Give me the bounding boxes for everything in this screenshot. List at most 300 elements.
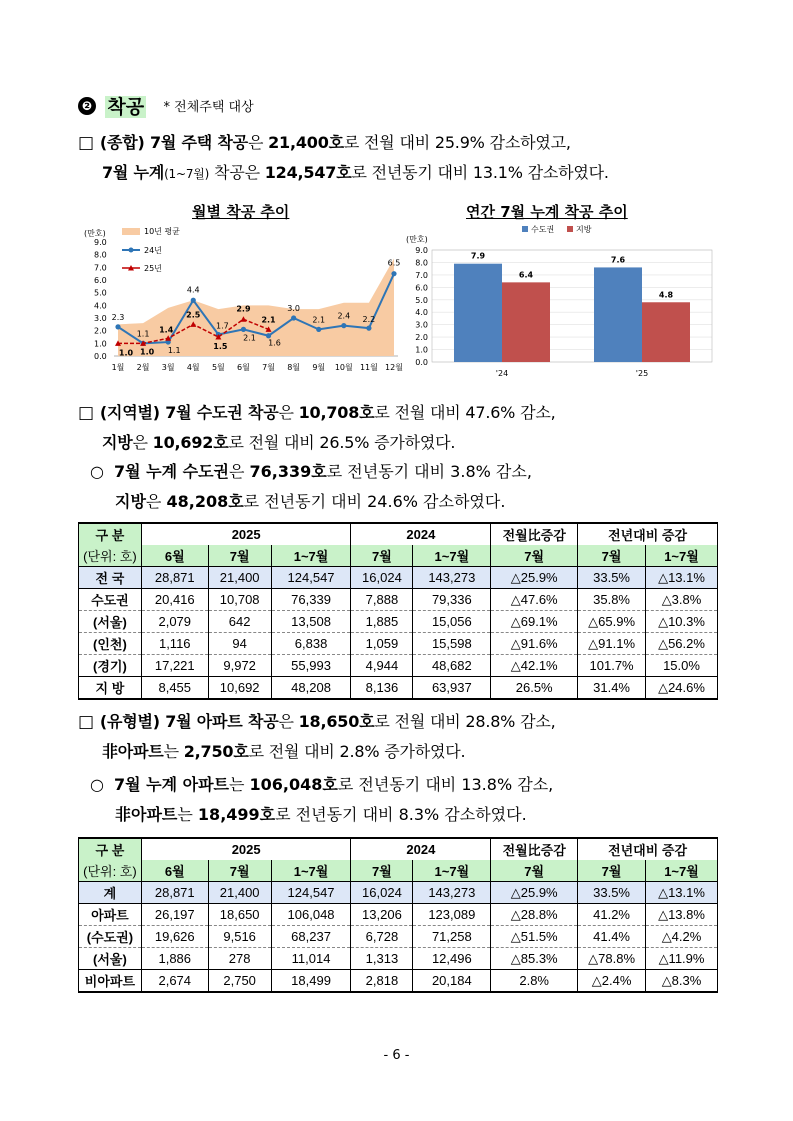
header-cell: 7월 bbox=[491, 545, 578, 567]
table-cell: 11,014 bbox=[271, 948, 351, 970]
text: 로 전월 대비 47.6% 감소, bbox=[374, 403, 556, 422]
text: 로 전년동기 대비 3.8% 감소, bbox=[326, 462, 532, 481]
x-tick-label: 2월 bbox=[136, 363, 150, 372]
x-tick-label: 1월 bbox=[111, 363, 125, 372]
table-cell: 106,048 bbox=[271, 904, 351, 926]
table-cell: 642 bbox=[208, 611, 271, 633]
table-cell: 26.5% bbox=[491, 677, 578, 700]
row-label: (인천) bbox=[79, 633, 142, 655]
text: 로 전년동기 대비 8.3% 감소하였다. bbox=[275, 805, 527, 824]
regional-starts-table bbox=[78, 522, 718, 700]
series-25-label: 1.0 bbox=[140, 347, 155, 357]
type-label: (유형별) 7월 아파트 착공 bbox=[99, 712, 279, 731]
header-cell: 7월 bbox=[578, 545, 646, 567]
y-axis-unit: (만호) bbox=[406, 235, 428, 244]
bullet-value: 76,339호 bbox=[249, 462, 327, 481]
regional-paragraph bbox=[78, 398, 555, 458]
header-cell: 구 분 bbox=[79, 838, 142, 860]
text: 은 bbox=[145, 492, 167, 511]
legend-label-local: 지방 bbox=[576, 225, 592, 234]
bullet-line-2 bbox=[90, 800, 553, 830]
table-cell: 31.4% bbox=[578, 677, 646, 700]
series-24-point bbox=[366, 326, 371, 331]
series-24-label: 1.1 bbox=[167, 346, 181, 356]
table-cell: △91.1% bbox=[578, 633, 646, 655]
series-24-label: 2.1 bbox=[243, 333, 256, 343]
y-tick-label: 9.0 bbox=[415, 246, 428, 255]
text: 는 bbox=[177, 805, 198, 824]
x-tick-label: 7월 bbox=[262, 363, 275, 372]
bullet-line-1 bbox=[90, 457, 532, 487]
cumulative-label: 7월 누계 bbox=[102, 163, 165, 182]
type-line-2 bbox=[78, 737, 555, 767]
table-cell: △25.9% bbox=[491, 567, 578, 589]
table-cell: 12,496 bbox=[413, 948, 491, 970]
table-cell: 15.0% bbox=[646, 655, 718, 677]
bullet-line-2 bbox=[90, 487, 532, 517]
table-cell: 35.8% bbox=[578, 589, 646, 611]
series-24-label: 2.3 bbox=[111, 312, 125, 322]
regional-line-1 bbox=[78, 398, 555, 428]
type-value: 18,650호 bbox=[298, 712, 375, 731]
table-cell: △13.8% bbox=[646, 904, 718, 926]
table-cell: △65.9% bbox=[578, 611, 646, 633]
table-cell: △25.9% bbox=[491, 882, 578, 904]
type-starts-table bbox=[78, 837, 718, 993]
table-cell: 123,089 bbox=[413, 904, 491, 926]
table-cell: △10.3% bbox=[646, 611, 718, 633]
legend-label-ten-year: 10년 평균 bbox=[144, 227, 180, 236]
row-label: 전 국 bbox=[79, 567, 142, 589]
regional-cumulative-bullet bbox=[90, 457, 532, 517]
table-cell: 6,728 bbox=[351, 926, 413, 948]
row-label: 아파트 bbox=[79, 904, 142, 926]
section-note: * 전체주택 대상 bbox=[163, 100, 254, 115]
table-cell: 33.5% bbox=[578, 567, 646, 589]
table-cell: 17,221 bbox=[141, 655, 208, 677]
table-row bbox=[79, 611, 718, 633]
header-cell: 전년대비 증감 bbox=[578, 838, 718, 860]
series-24-point bbox=[115, 324, 120, 329]
x-tick-label: 3월 bbox=[161, 363, 175, 372]
bullet-icon: ○ bbox=[90, 462, 104, 481]
series-24-label: 3.0 bbox=[287, 304, 301, 313]
table-cell: 94 bbox=[208, 633, 271, 655]
series-25-label: 1.0 bbox=[118, 348, 134, 358]
text: (1~7월) bbox=[164, 167, 210, 181]
bar-value-label: 7.6 bbox=[610, 255, 626, 265]
series-24-label: 1.7 bbox=[215, 321, 229, 331]
table-cell: 16,024 bbox=[351, 882, 413, 904]
header-cell: 1~7월 bbox=[271, 545, 351, 567]
table-cell: 21,400 bbox=[208, 882, 271, 904]
table-cell: 28,871 bbox=[141, 567, 208, 589]
header-cell: 2025 bbox=[141, 523, 351, 545]
text: 로 전년동기 대비 13.8% 감소, bbox=[337, 775, 554, 794]
header-cell: 1~7월 bbox=[271, 860, 351, 882]
bullet-icon: ○ bbox=[90, 775, 104, 794]
non-apt-value: 2,750호 bbox=[183, 742, 249, 761]
summary-paragraph bbox=[78, 128, 609, 189]
series-24-label: 1.6 bbox=[268, 338, 281, 348]
row-label: 비아파트 bbox=[79, 970, 142, 993]
regional-line-2 bbox=[78, 428, 555, 458]
table-cell: 1,885 bbox=[351, 611, 413, 633]
type-cumulative-bullet bbox=[90, 770, 553, 830]
table-cell: 1,313 bbox=[351, 948, 413, 970]
table-cell: △42.1% bbox=[491, 655, 578, 677]
y-tick-label: 3.0 bbox=[415, 320, 428, 330]
text: 로 전월 대비 26.5% 증가하였다. bbox=[228, 433, 456, 452]
table-cell: 16,024 bbox=[351, 567, 413, 589]
header-cell: 1~7월 bbox=[413, 860, 491, 882]
table-cell: 124,547 bbox=[271, 567, 351, 589]
page-number: - 6 - bbox=[383, 1048, 410, 1063]
bar-metro bbox=[594, 267, 642, 362]
bullet-label: 7월 누계 수도권 bbox=[113, 462, 229, 481]
text: 는 bbox=[163, 742, 184, 761]
table-cell: 2,674 bbox=[141, 970, 208, 993]
y-tick-label: 2.0 bbox=[94, 326, 107, 336]
table-cell: 20,416 bbox=[141, 589, 208, 611]
section-header bbox=[78, 92, 254, 119]
bullet-value: 18,499호 bbox=[197, 805, 276, 824]
x-tick-label: '24 bbox=[495, 369, 509, 378]
text: 은 bbox=[132, 433, 153, 452]
table-cell: △8.3% bbox=[646, 970, 718, 993]
series-24-point bbox=[391, 271, 396, 276]
summary-line-2 bbox=[78, 158, 609, 189]
text: 착공은 bbox=[209, 163, 265, 182]
section-number: ❷ bbox=[78, 97, 96, 115]
table-cell: 13,508 bbox=[271, 611, 351, 633]
table-cell: △3.8% bbox=[646, 589, 718, 611]
annual-chart bbox=[402, 222, 718, 380]
header-cell: 1~7월 bbox=[646, 545, 718, 567]
table-cell: 79,336 bbox=[413, 589, 491, 611]
header-cell: 2024 bbox=[351, 838, 491, 860]
annual-chart-bars bbox=[454, 252, 690, 362]
table-cell: △47.6% bbox=[491, 589, 578, 611]
checkbox-icon: □ bbox=[78, 712, 94, 732]
legend-swatch-local bbox=[567, 226, 573, 232]
y-tick-label: 5.0 bbox=[94, 288, 107, 298]
header-cell: 1~7월 bbox=[646, 860, 718, 882]
table-cell: △69.1% bbox=[491, 611, 578, 633]
header-cell: 2024 bbox=[351, 523, 491, 545]
summary-label: (종합) 7월 주택 착공 bbox=[99, 133, 248, 152]
table-cell: 143,273 bbox=[413, 567, 491, 589]
table-cell: 13,206 bbox=[351, 904, 413, 926]
table-subheader-row bbox=[79, 545, 718, 567]
table-cell: 18,499 bbox=[271, 970, 351, 993]
x-tick-label: 4월 bbox=[186, 363, 200, 372]
header-cell: 7월 bbox=[208, 860, 271, 882]
text: 로 전년동기 대비 13.1% 감소하였다. bbox=[351, 163, 609, 182]
table-cell: 33.5% bbox=[578, 882, 646, 904]
table-cell: △2.4% bbox=[578, 970, 646, 993]
table-row bbox=[79, 970, 718, 993]
table-cell: 9,516 bbox=[208, 926, 271, 948]
legend-label-metro: 수도권 bbox=[531, 225, 555, 234]
table-cell: △85.3% bbox=[491, 948, 578, 970]
table-cell: 28,871 bbox=[141, 882, 208, 904]
text: 로 전월 대비 25.9% 감소하였고, bbox=[343, 133, 571, 152]
monthly-chart bbox=[84, 222, 404, 380]
table-cell: 143,273 bbox=[413, 882, 491, 904]
annual-chart-legend bbox=[522, 224, 592, 234]
text: 로 전월 대비 28.8% 감소, bbox=[374, 712, 556, 731]
section-title: 착공 bbox=[107, 96, 145, 118]
table-cell: 41.2% bbox=[578, 904, 646, 926]
table-cell: 26,197 bbox=[141, 904, 208, 926]
x-tick-label: 5월 bbox=[211, 363, 225, 372]
bar-value-label: 6.4 bbox=[518, 270, 534, 280]
table-cell: 7,888 bbox=[351, 589, 413, 611]
series-25-label: 1.5 bbox=[213, 342, 228, 351]
y-tick-label: 8.0 bbox=[415, 258, 428, 268]
text: 은 bbox=[247, 133, 269, 152]
row-label: 계 bbox=[79, 882, 142, 904]
y-tick-label: 2.0 bbox=[415, 333, 428, 343]
table-cell: 71,258 bbox=[413, 926, 491, 948]
type-paragraph bbox=[78, 707, 555, 767]
bullet-label: 지방 bbox=[115, 492, 146, 511]
header-cell: 7월 bbox=[208, 545, 271, 567]
local-value: 10,692호 bbox=[152, 433, 229, 452]
x-tick-label: 8월 bbox=[287, 363, 301, 372]
series-24-label: 2.1 bbox=[312, 315, 326, 325]
monthly-chart-legend bbox=[122, 226, 180, 273]
table-cell: 76,339 bbox=[271, 589, 351, 611]
table-cell: 55,993 bbox=[271, 655, 351, 677]
series-24-point bbox=[241, 327, 246, 332]
header-cell: 전월比증감 bbox=[491, 838, 578, 860]
table-row bbox=[79, 589, 718, 611]
table-cell: 8,455 bbox=[141, 677, 208, 700]
x-tick-label: 12월 bbox=[385, 363, 403, 372]
table-cell: △56.2% bbox=[646, 633, 718, 655]
bar-local bbox=[642, 302, 690, 362]
row-label: (서울) bbox=[79, 611, 142, 633]
series-24-point bbox=[341, 323, 346, 328]
header-cell: 2025 bbox=[141, 838, 351, 860]
x-tick-label: 6월 bbox=[237, 363, 250, 372]
table-cell: 20,184 bbox=[413, 970, 491, 993]
series-24-point bbox=[191, 298, 196, 303]
table-cell: △13.1% bbox=[646, 882, 718, 904]
text: 은 bbox=[278, 712, 299, 731]
table-header-row bbox=[79, 523, 718, 545]
table-cell: 18,650 bbox=[208, 904, 271, 926]
series-24-label: 1.1 bbox=[136, 329, 150, 339]
table-cell: 10,692 bbox=[208, 677, 271, 700]
text: 은 bbox=[278, 403, 299, 422]
legend-label-24: 24년 bbox=[144, 246, 162, 255]
y-tick-label: 1.0 bbox=[415, 345, 428, 355]
header-cell: 7월 bbox=[491, 860, 578, 882]
header-cell: 구 분 bbox=[79, 523, 142, 545]
x-tick-label: '25 bbox=[635, 369, 649, 378]
table-cell: 63,937 bbox=[413, 677, 491, 700]
series-24-label: 4.4 bbox=[186, 285, 200, 295]
x-tick-label: 9월 bbox=[312, 363, 326, 372]
type-line-1 bbox=[78, 707, 555, 737]
y-tick-label: 4.0 bbox=[94, 301, 107, 311]
table-cell: 278 bbox=[208, 948, 271, 970]
header-cell: 7월 bbox=[578, 860, 646, 882]
local-label: 지방 bbox=[102, 433, 133, 452]
bar-local bbox=[502, 282, 550, 362]
table-cell: 6,838 bbox=[271, 633, 351, 655]
table-cell: △13.1% bbox=[646, 567, 718, 589]
table-cell: △11.9% bbox=[646, 948, 718, 970]
row-label: 지 방 bbox=[79, 677, 142, 700]
table-cell: 15,056 bbox=[413, 611, 491, 633]
table-row bbox=[79, 677, 718, 700]
header-cell: 전월比증감 bbox=[491, 523, 578, 545]
y-tick-label: 4.0 bbox=[415, 308, 428, 318]
y-tick-label: 6.0 bbox=[94, 276, 107, 285]
table-subheader-row bbox=[79, 860, 718, 882]
table-cell: 19,626 bbox=[141, 926, 208, 948]
legend-swatch-ten-year bbox=[122, 228, 140, 235]
monthly-chart-title: 월별 착공 추이 bbox=[192, 203, 290, 221]
y-tick-label: 9.0 bbox=[94, 238, 107, 247]
y-axis-unit: (만호) bbox=[84, 229, 106, 238]
y-tick-label: 7.0 bbox=[94, 263, 107, 273]
table-row bbox=[79, 904, 718, 926]
table-cell: 9,972 bbox=[208, 655, 271, 677]
header-cell: 7월 bbox=[351, 860, 413, 882]
x-tick-label: 11월 bbox=[359, 363, 378, 372]
legend-swatch-metro bbox=[522, 226, 528, 232]
row-label: (수도권) bbox=[79, 926, 142, 948]
series-24-point bbox=[266, 333, 271, 338]
table-cell: 48,208 bbox=[271, 677, 351, 700]
table-cell: 2,750 bbox=[208, 970, 271, 993]
table-cell: △91.6% bbox=[491, 633, 578, 655]
table-row bbox=[79, 926, 718, 948]
header-cell: (단위: 호) bbox=[79, 860, 142, 882]
header-cell: 7월 bbox=[351, 545, 413, 567]
checkbox-icon: □ bbox=[78, 133, 94, 153]
table-row bbox=[79, 882, 718, 904]
cumulative-value: 124,547호 bbox=[264, 163, 352, 182]
bullet-label: 7월 누계 아파트 bbox=[113, 775, 229, 794]
legend-marker-24 bbox=[129, 248, 134, 253]
table-row bbox=[79, 948, 718, 970]
x-tick-label: 10월 bbox=[334, 363, 353, 372]
legend-label-25: 25년 bbox=[144, 264, 162, 273]
text: 로 전년동기 대비 24.6% 감소하였다. bbox=[243, 492, 506, 511]
series-25-label: 1.4 bbox=[159, 325, 174, 335]
text: 는 bbox=[228, 775, 250, 794]
y-tick-label: 0.0 bbox=[94, 352, 107, 361]
table-cell: 2,079 bbox=[141, 611, 208, 633]
bar-value-label: 7.9 bbox=[470, 251, 486, 261]
table-row bbox=[79, 655, 718, 677]
series-25-label: 2.9 bbox=[236, 304, 251, 314]
summary-line-1 bbox=[78, 128, 609, 158]
bullet-value: 106,048호 bbox=[249, 775, 338, 794]
y-tick-label: 8.0 bbox=[94, 250, 107, 260]
series-24-point bbox=[316, 327, 321, 332]
table-row bbox=[79, 567, 718, 589]
table-cell: 48,682 bbox=[413, 655, 491, 677]
header-cell: 1~7월 bbox=[413, 545, 491, 567]
header-cell: 6월 bbox=[141, 860, 208, 882]
table-cell: △24.6% bbox=[646, 677, 718, 700]
text: 로 전월 대비 2.8% 증가하였다. bbox=[248, 742, 466, 761]
table-cell: 101.7% bbox=[578, 655, 646, 677]
bullet-value: 48,208호 bbox=[166, 492, 244, 511]
row-label: (경기) bbox=[79, 655, 142, 677]
table-cell: 4,944 bbox=[351, 655, 413, 677]
ten-year-average-area bbox=[118, 258, 394, 356]
table-cell: 124,547 bbox=[271, 882, 351, 904]
y-tick-label: 3.0 bbox=[94, 314, 107, 323]
y-tick-label: 0.0 bbox=[415, 358, 428, 367]
bullet-label: 非아파트 bbox=[115, 805, 178, 824]
header-cell: 전년대비 증감 bbox=[578, 523, 718, 545]
series-24-label: 2.4 bbox=[337, 311, 351, 321]
table-cell: 2,818 bbox=[351, 970, 413, 993]
row-label: (서울) bbox=[79, 948, 142, 970]
table-cell: 10,708 bbox=[208, 589, 271, 611]
summary-value: 21,400호 bbox=[268, 133, 344, 152]
regional-value: 10,708호 bbox=[298, 403, 375, 422]
header-cell: (단위: 호) bbox=[79, 545, 142, 567]
y-tick-label: 5.0 bbox=[415, 295, 428, 305]
header-cell: 6월 bbox=[141, 545, 208, 567]
table-cell: 68,237 bbox=[271, 926, 351, 948]
table-cell: △51.5% bbox=[491, 926, 578, 948]
table-cell: 1,886 bbox=[141, 948, 208, 970]
table-cell: △78.8% bbox=[578, 948, 646, 970]
series-24-label: 2.2 bbox=[362, 315, 376, 325]
bar-value-label: 4.8 bbox=[658, 290, 674, 300]
table-cell: 21,400 bbox=[208, 567, 271, 589]
table-cell: △28.8% bbox=[491, 904, 578, 926]
table-cell: △4.2% bbox=[646, 926, 718, 948]
bar-metro bbox=[454, 264, 502, 362]
table-header-row bbox=[79, 838, 718, 860]
table-cell: 2.8% bbox=[491, 970, 578, 993]
annual-chart-title: 연간 7월 누계 착공 추이 bbox=[466, 203, 628, 221]
series-24-point bbox=[291, 315, 296, 320]
non-apt-label: 非아파트 bbox=[102, 742, 164, 761]
table-row bbox=[79, 633, 718, 655]
y-tick-label: 1.0 bbox=[94, 339, 107, 349]
table-cell: 41.4% bbox=[578, 926, 646, 948]
checkbox-icon: □ bbox=[78, 403, 94, 423]
y-tick-label: 6.0 bbox=[415, 283, 428, 293]
row-label: 수도권 bbox=[79, 589, 142, 611]
series-25-label: 2.5 bbox=[186, 310, 201, 320]
monthly-chart-area bbox=[118, 258, 394, 356]
y-tick-label: 7.0 bbox=[415, 270, 428, 280]
table-cell: 1,116 bbox=[141, 633, 208, 655]
table-cell: 1,059 bbox=[351, 633, 413, 655]
bullet-line-1 bbox=[90, 770, 553, 800]
text: 은 bbox=[228, 462, 250, 481]
table-cell: 15,598 bbox=[413, 633, 491, 655]
series-25-label: 2.1 bbox=[261, 315, 276, 325]
table-cell: 8,136 bbox=[351, 677, 413, 700]
series-24-label: 6.5 bbox=[387, 258, 401, 268]
regional-label: (지역별) 7월 수도권 착공 bbox=[99, 403, 279, 422]
